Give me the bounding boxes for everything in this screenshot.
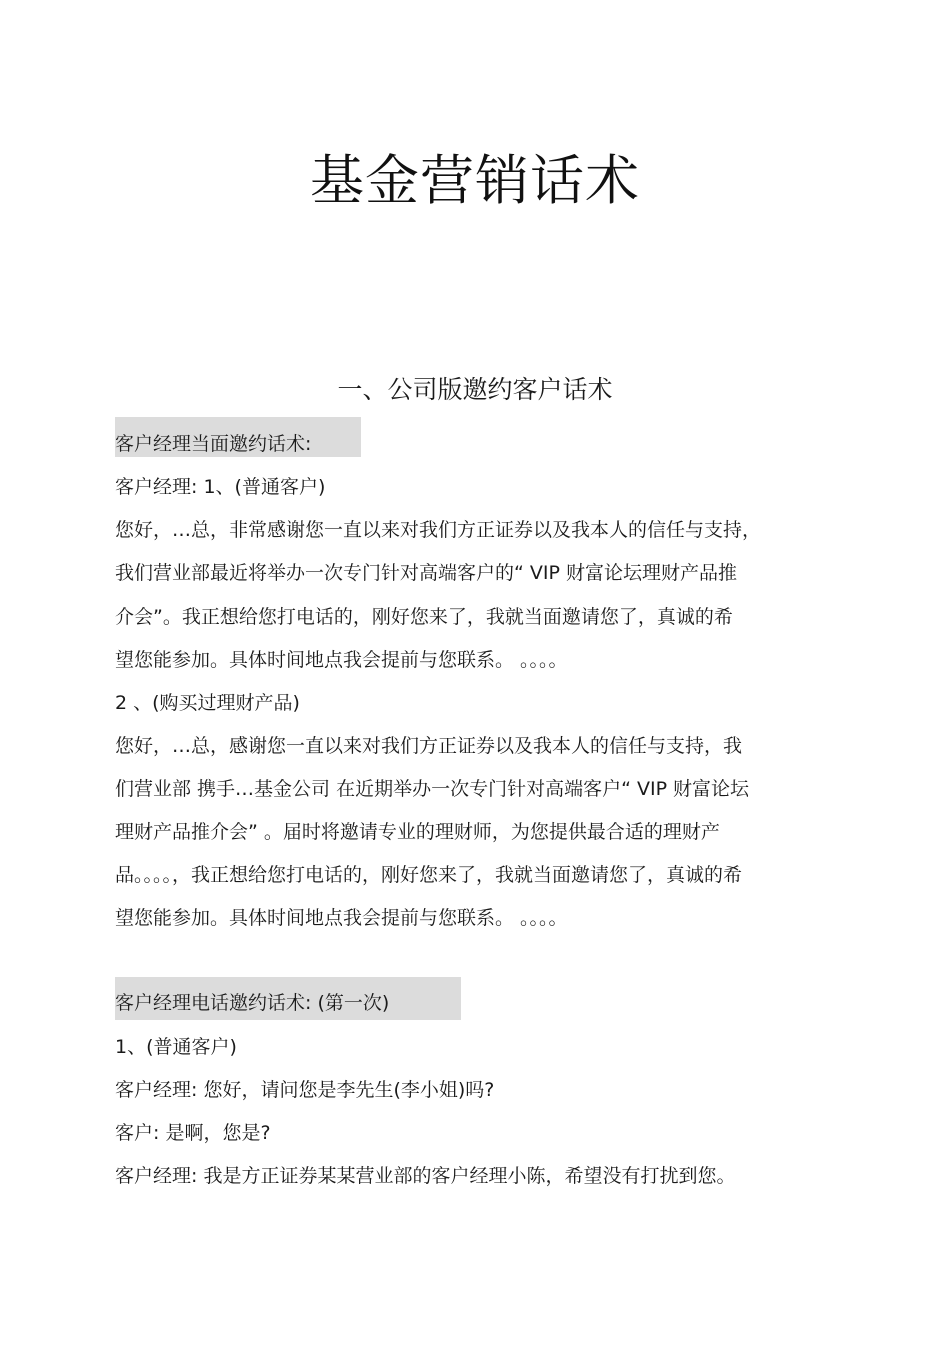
text-line: 望您能参加。具体时间地点我会提前与您联系。 。。。。 — [115, 907, 568, 929]
text-line: 望您能参加。具体时间地点我会提前与您联系。 。。。。 — [115, 649, 568, 671]
document-title: 基金营销话术 — [310, 149, 640, 212]
text-line: 您好，…总，非常感谢您一直以来对我们方正证券以及我本人的信任与支持， — [115, 519, 762, 541]
heading-text: 客户经理电话邀约话术: (第一次) — [115, 992, 390, 1014]
text-line: 们营业部 携手…基金公司 在近期举办一次专门针对高端客户“ VIP 财富论坛 — [115, 778, 750, 800]
text-line: 介会”。我正想给您打电话的，刚好您来了，我就当面邀请您了，真诚的希 — [115, 606, 733, 628]
text-line: 客户经理: 您好，请问您是李先生(李小姐)吗? — [115, 1079, 495, 1101]
text-line: 1、(普通客户) — [115, 1036, 237, 1058]
section-title: 一、公司版邀约客户话术 — [337, 375, 613, 404]
text-line: 客户: 是啊，您是? — [115, 1122, 271, 1144]
text-line: 理财产品推介会” 。届时将邀请专业的理财师，为您提供最合适的理财产 — [115, 821, 720, 843]
text-line: 2 、(购买过理财产品) — [115, 692, 300, 714]
text-line: 品。。。。，我正想给您打电话的，刚好您来了，我就当面邀请您了，真诚的希 — [115, 864, 743, 886]
highlighted-heading — [115, 417, 361, 457]
text-line: 我们营业部最近将举办一次专门针对高端客户的“ VIP 财富论坛理财产品推 — [115, 562, 737, 584]
text-line: 客户经理: 1、(普通客户) — [115, 476, 326, 498]
highlighted-heading — [115, 977, 461, 1020]
text-line: 您好，…总，感谢您一直以来对我们方正证券以及我本人的信任与支持，我 — [115, 735, 743, 757]
text-line: 客户经理: 我是方正证券某某营业部的客户经理小陈，希望没有打扰到您。 — [115, 1165, 736, 1187]
heading-text: 客户经理当面邀约话术: — [115, 433, 312, 455]
